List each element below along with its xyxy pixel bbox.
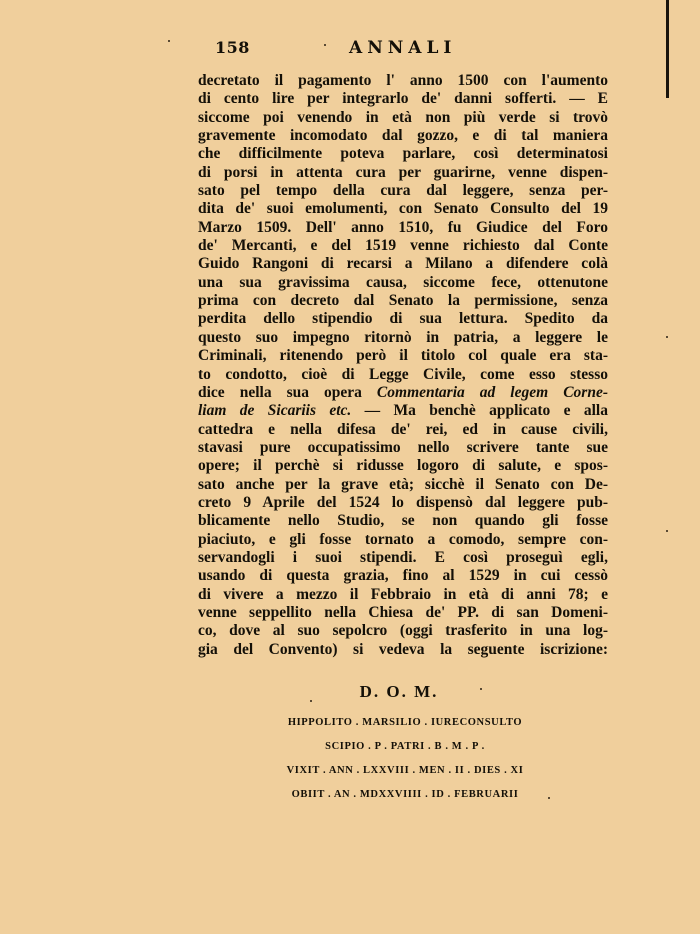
text-line: Guido Rangoni di recarsi a Milano a difendere colà	[198, 255, 608, 273]
text-line: di vivere a mezzo il Febbraio in età di anni 78; e	[198, 585, 608, 603]
text-line: servandogli i suoi stipendi. E così proseguì egli,	[198, 548, 608, 566]
text-line: dita de' suoi emolumenti, con Senato Consulto del 19	[198, 200, 608, 218]
text-line: perdita dello stipendio di sua lettura. Spedito da	[198, 310, 608, 328]
text-line: stavasi pure occupatissimo nello scrivere tante sue	[198, 438, 608, 456]
text-line: Criminali, ritenendo però il titolo col quale era sta-	[198, 347, 608, 365]
paper-speck	[666, 336, 668, 338]
italic-title-segment: Commentaria ad legem Corne-	[376, 383, 608, 401]
inscription-line: SCIPIO . P . PATRI . B . M . P .	[325, 741, 485, 752]
text-line: una sua gravissima causa, siccome fece, ottenutone	[198, 273, 608, 291]
page-edge-shadow	[666, 0, 669, 98]
text-line: co, dove al suo sepolcro (oggi trasferito in una log-	[198, 622, 608, 640]
inscription-line: VIXIT . ANN . LXXVIII . MEN . II . DIES . XI	[286, 765, 524, 776]
text-line: che difficilmente poteva parlare, così determinatosi	[198, 145, 608, 163]
text-line: sato pel tempo della cura dal leggere, senza per-	[198, 182, 608, 200]
page-number: 158	[215, 38, 250, 57]
text-line: creto 9 Aprile del 1524 lo dispensò dal leggere pub-	[198, 493, 608, 511]
text-line: gravemente incomodato dal gozzo, e di tal maniera	[198, 127, 608, 145]
text-segment: dice nella sua opera	[198, 383, 377, 401]
text-line: prima con decreto dal Senato la permissione, senza	[198, 292, 608, 310]
text-line: questo suo impegno ritornò in patria, a leggere le	[198, 328, 608, 346]
text-line: Marzo 1509. Dell' anno 1510, fu Giudice del Foro	[198, 218, 608, 236]
text-line-with-italic	[198, 384, 608, 402]
inscription-title: D. O. M.	[359, 682, 439, 701]
inscription-line: OBIIT . AN . MDXXVIIII . ID . FEBRUARII	[291, 789, 519, 800]
text-segment: — Ma benchè applicato e alla	[364, 402, 608, 420]
text-line: opere; il perchè si ridusse logoro di salute, e spos-	[198, 457, 608, 475]
text-segment	[351, 402, 364, 419]
text-line-with-italic	[198, 402, 608, 420]
text-line: venne seppellito nella Chiesa de' PP. di san Domeni-	[198, 603, 608, 621]
epitaph-inscription	[200, 682, 610, 807]
text-line: de' Mercanti, e del 1519 venne richiesto dal Conte	[198, 237, 608, 255]
inscription-line: HIPPOLITO . MARSILIO . IURECONSULTO	[287, 717, 523, 728]
text-line: blicamente nello Studio, se non quando gli fosse	[198, 512, 608, 530]
text-line: di cento lire per integrarlo de' danni sofferti. — E	[198, 90, 608, 108]
text-line: gia del Convento) si vedeva la seguente iscrizione:	[198, 640, 608, 658]
italic-title-segment: liam de Sicariis etc.	[198, 402, 352, 420]
paper-speck	[168, 40, 170, 42]
paper-speck	[548, 797, 550, 799]
paper-speck	[324, 44, 326, 46]
text-line: cattedra e nella difesa de' rei, ed in cause civili,	[198, 420, 608, 438]
running-head: ANNALI	[349, 38, 457, 58]
text-line: siccome poi venendo in età non più verde si trovò	[198, 108, 608, 126]
page-header	[215, 38, 515, 62]
text-line: decretato il pagamento l' anno 1500 con l'aumento	[198, 72, 608, 89]
text-line: di porsi in attenta cura per guarirne, venne dispen-	[198, 163, 608, 181]
paper-speck	[666, 530, 668, 532]
text-line: usando di questa grazia, fino al 1529 in cui cessò	[198, 567, 608, 585]
text-line: piaciuto, e gli fosse tornato a comodo, sempre con-	[198, 530, 608, 548]
paper-speck	[310, 700, 312, 702]
body-text	[198, 72, 608, 659]
text-line: sato anche per la grave età; sicchè il Senato con De-	[198, 475, 608, 493]
paper-speck	[480, 688, 482, 690]
text-line: to condotto, cioè di Legge Civile, come esso stesso	[198, 365, 608, 383]
